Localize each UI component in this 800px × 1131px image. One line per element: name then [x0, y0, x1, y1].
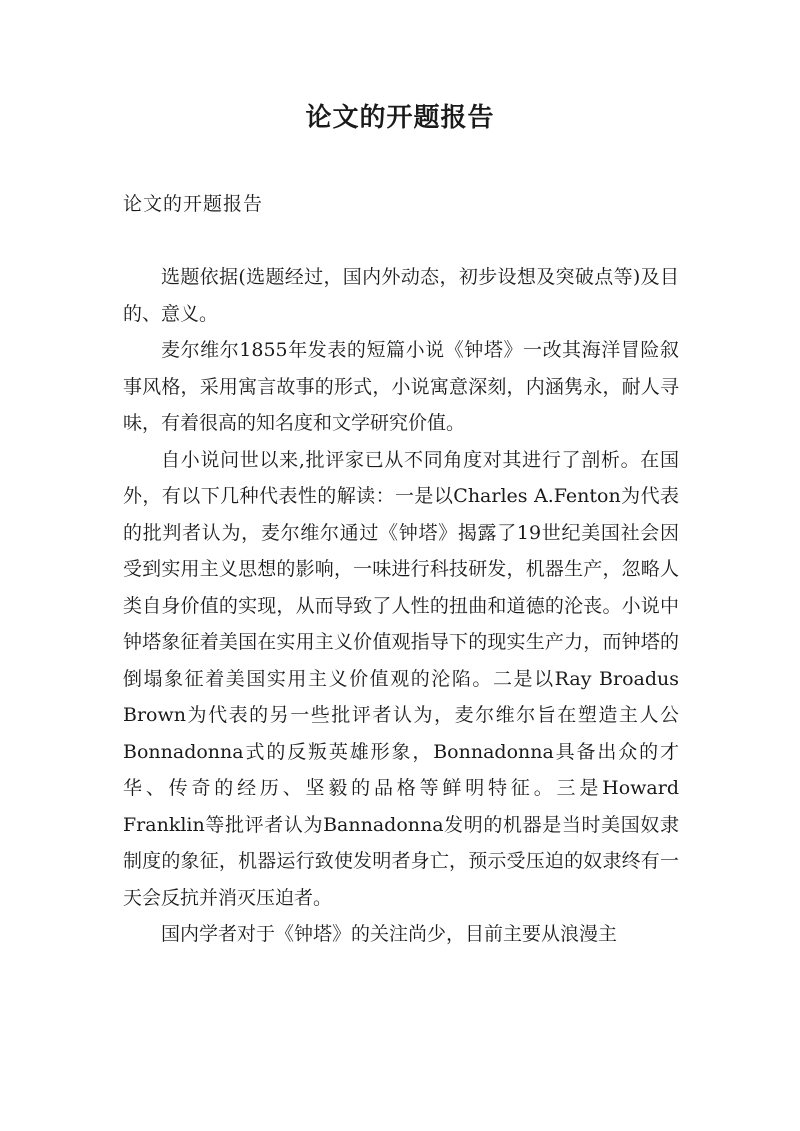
- paragraph-domestic-criticism: 国内学者对于《钟塔》的关注尚少，目前主要从浪漫主: [161, 923, 618, 945]
- paragraph-purpose: 选题依据(选题经过，国内外动态，初步设想及突破点等)及目的、意义。: [123, 266, 679, 325]
- document-title: 论文的开题报告: [305, 103, 495, 133]
- document-body: [123, 259, 679, 953]
- paragraph-foreign-criticism: 自小说问世以来,批评家已从不同角度对其进行了剖析。在国外，有以下几种代表性的解读：一是以Charles A.Fenton为代表的批判者认为，麦尔维尔通过《钟塔》揭露了19世纪美国社会因受到实用主义思想的影响，一味进行科技研发，机器生产，忽略人类自身价值的实现，从而导致了人性的扭曲和道德的沦丧。小说中钟塔象征着美国在实用主义价值观指导下的现实生产力，而钟塔的倒塌象征着美国实用主义价值观的沦陷。二是以Ray Broadus Brown为代表的另一些批评者认为，麦尔维尔旨在塑造主人公Bonnadonna式的反叛英雄形象，Bonnadonna具备出众的才华、传奇的经历、坚毅的品格等鲜明特征。三是Howard Franklin等批评者认为Bannadonna发明的机器是当时美国奴隶制度的象征，机器运行致使发明者身亡，预示受压迫的奴隶终有一天会反抗并消灭压迫者。: [123, 448, 679, 909]
- document-subtitle: 论文的开题报告: [123, 193, 264, 215]
- paragraph-intro: 麦尔维尔1855年发表的短篇小说《钟塔》一改其海洋冒险叙事风格，采用寓言故事的形式，小说寓意深刻，内涵隽永，耐人寻味，有着很高的知名度和文学研究价值。: [123, 339, 679, 434]
